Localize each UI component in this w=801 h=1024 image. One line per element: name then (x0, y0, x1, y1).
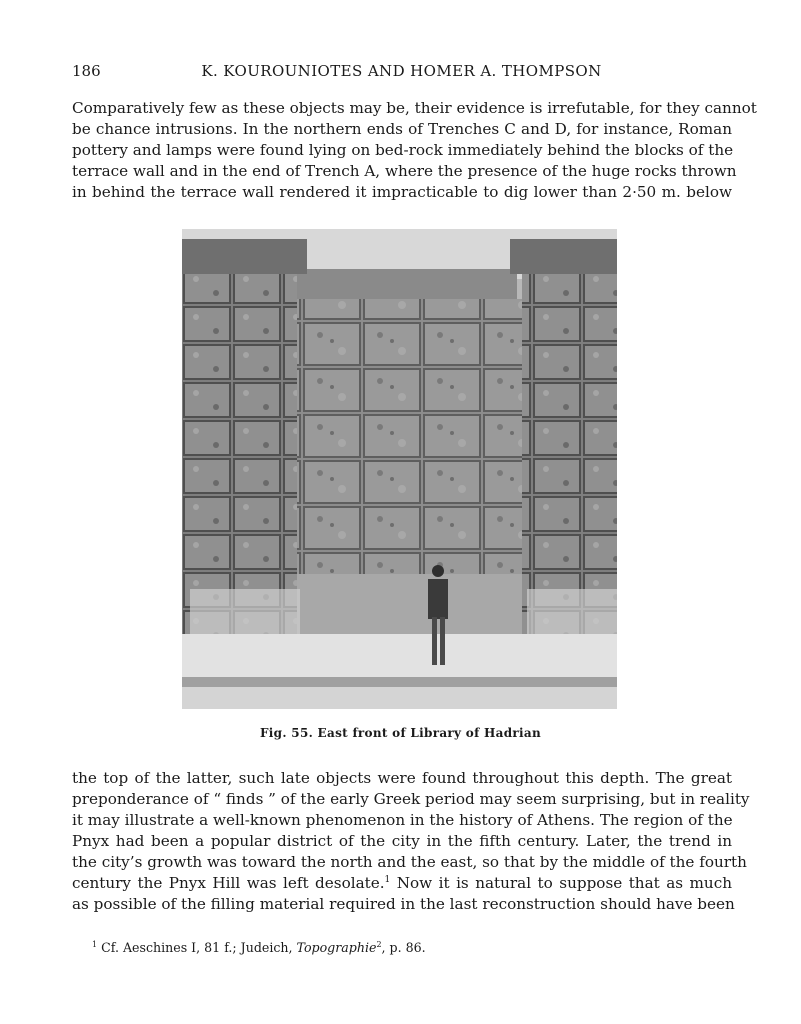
text-line: as possible of the filling material required in the last reconstruction should have been (72, 895, 735, 913)
text-line: in behind the terrace wall rendered it impracticable to dig lower than 2·50 m. below (72, 183, 732, 201)
library-of-hadrian-photo (182, 229, 617, 709)
footnote-text: Cf. Aeschines I, 81 f.; Judeich, (97, 940, 297, 955)
text-line: Pnyx had been a popular district of the city in the fifth century. Later, the trend in (72, 832, 732, 850)
footnote-edition: 2 (376, 939, 382, 949)
text-run: century the Pnyx Hill was left desolate. (72, 874, 385, 892)
page-number: 186 (72, 62, 101, 80)
text-line: preponderance of “ finds ” of the early Greek period may seem surprising, but in reality (72, 790, 750, 808)
text-line: it may illustrate a well-known phenomenon in the history of Athens. The region of the (72, 811, 733, 829)
text-line: be chance intrusions. In the northern ends of Trenches C and D, for instance, Roman (72, 120, 732, 138)
page-header (72, 62, 731, 82)
footnote-text-end: , p. 86. (381, 940, 426, 955)
text-line: the top of the latter, such late objects were found throughout this depth. The great (72, 769, 732, 787)
running-head: K. KOUROUNIOTES AND HOMER A. THOMPSON (201, 62, 602, 80)
paragraph-bottom (72, 768, 750, 915)
paragraph-top (72, 98, 757, 203)
footnote-marker: 1 (92, 939, 98, 949)
text-line (72, 873, 732, 894)
figure-photograph (182, 229, 617, 709)
footnote-reference: 1 (384, 874, 391, 885)
text-line: pottery and lamps were found lying on bed-rock immediately behind the blocks of the (72, 141, 734, 159)
figure-caption: Fig. 55. East front of Library of Hadrian (259, 726, 542, 740)
text-line: Comparatively few as these objects may be, their evidence is irrefutable, for they cannot (72, 99, 757, 117)
text-line: the city’s growth was toward the north and the east, so that by the middle of the fourth (72, 853, 747, 871)
footnote-italic: Topographie (296, 940, 377, 955)
footnote (92, 940, 426, 955)
text-line: terrace wall and in the end of Trench A, where the presence of the huge rocks thrown (72, 162, 737, 180)
text-run: Now it is natural to suppose that as much (390, 874, 732, 892)
